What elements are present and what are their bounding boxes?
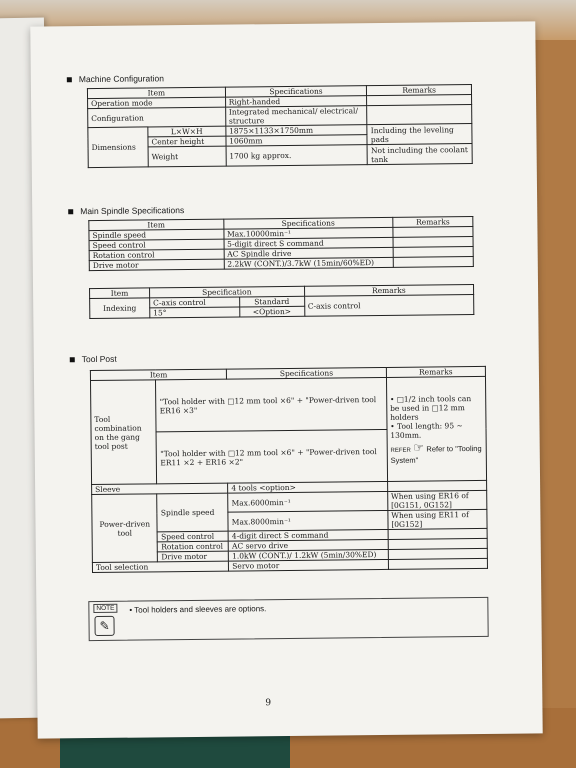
tool-combination-remarks: [386, 376, 486, 481]
header-specs: Specifications: [225, 86, 367, 97]
operation-mode-value: Right-handed: [225, 96, 367, 107]
header-remarks: Remarks: [304, 285, 474, 297]
indexing-degree: 15°: [150, 307, 240, 318]
pencil-note-icon: ✎: [94, 616, 114, 636]
pd-drive-motor-label: Drive motor: [158, 551, 229, 562]
refer-text: Refer to "Tooling System": [390, 443, 482, 465]
pd-spindle-speed-remark-1: When using ER16 of [0G151, 0G152]: [387, 490, 486, 510]
tool-post-table: [90, 366, 488, 573]
speed-control-label: Speed control: [89, 239, 224, 250]
lwh-label: L×W×H: [148, 126, 226, 137]
header-item: Item: [90, 288, 150, 299]
lwh-remark: Including the leveling pads: [367, 124, 472, 145]
weight-remark: Not including the coolant tank: [367, 144, 472, 165]
note-label: NOTE: [93, 604, 117, 613]
section-bullet-icon: [70, 357, 75, 362]
section-bullet-icon: [67, 77, 72, 82]
configuration-label: Configuration: [88, 107, 226, 127]
pd-speed-control-label: Speed control: [158, 531, 229, 542]
page-number: 9: [265, 698, 272, 709]
pd-drive-motor-value: 1.0kW (CONT.)/ 1.2kW (5min/30%ED): [229, 549, 389, 561]
header-item: Item: [89, 219, 224, 230]
speed-control-value: 5-digit direct S command: [224, 237, 394, 249]
center-height-label: Center height: [148, 136, 226, 147]
tool-selection-label: Tool selection: [92, 561, 228, 572]
section-bullet-icon: [68, 209, 73, 214]
header-specs: Specification: [149, 286, 304, 298]
tool-combination-spec-2: "Tool holder with □12 mm tool ×6" + "Power-driven tool ER11 ×2 + ER16 ×2": [157, 429, 388, 483]
header-item: Item: [90, 369, 226, 380]
header-item: Item: [87, 87, 225, 98]
refer-label: REFER: [390, 447, 411, 454]
weight-label: Weight: [148, 146, 226, 167]
rotation-control-label: Rotation control: [89, 249, 224, 260]
pd-speed-control-value: 4-digit direct S command: [228, 529, 388, 541]
header-remarks: Remarks: [386, 366, 485, 377]
c-axis-control: C-axis control: [150, 297, 240, 308]
remark-tool-length: • Tool length: 95 ~ 130mm.: [390, 420, 463, 440]
pd-spindle-speed-value-2: Max.8000min⁻¹: [228, 510, 388, 531]
spindle-speed-value: Max.10000min⁻¹: [223, 227, 393, 239]
machine-config-title: Machine Configuration: [67, 73, 164, 84]
refer-block: [390, 442, 482, 464]
drive-motor-label: Drive motor: [89, 259, 224, 270]
sleeve-label: Sleeve: [92, 483, 228, 494]
main-spindle-table: [88, 216, 474, 271]
drive-motor-value: 2.2kW (CONT.)/3.7kW (15min/60%ED): [224, 257, 394, 269]
pd-spindle-speed-value-1: Max.6000min⁻¹: [228, 491, 388, 512]
machine-config-table: [87, 84, 473, 168]
power-driven-label: Power-driven tool: [92, 494, 158, 563]
pd-spindle-speed-remark-2: When using ER11 of [0G152]: [388, 509, 487, 529]
operation-mode-label: Operation mode: [88, 97, 226, 108]
tool-post-title: Tool Post: [70, 354, 117, 364]
tool-combination-spec-1: "Tool holder with □12 mm tool ×6" + "Power-driven tool ER16 ×3": [156, 377, 387, 431]
header-remarks: Remarks: [393, 217, 473, 228]
sleeve-value: 4 tools <option>: [228, 481, 388, 493]
pointing-hand-icon: ☞: [413, 440, 425, 455]
pd-rotation-control-label: Rotation control: [158, 541, 229, 552]
remark-tool-size: • □1/2 inch tools can be used in □12 mm holders: [389, 393, 472, 422]
indexing-label: Indexing: [90, 298, 150, 319]
lwh-value: 1875×1133×1750mm: [226, 125, 368, 136]
tool-combination-label: Tool combination on the gang tool post: [90, 380, 157, 485]
pd-spindle-speed-label: Spindle speed: [157, 493, 228, 532]
tool-selection-value: Servo motor: [229, 559, 389, 571]
header-specs: Specifications: [227, 367, 387, 379]
header-remarks: Remarks: [367, 85, 472, 96]
center-height-value: 1060mm: [226, 135, 368, 146]
indexing-remark: C-axis control: [304, 295, 474, 317]
weight-value: 1700 kg approx.: [226, 145, 368, 166]
header-specs: Specifications: [223, 217, 393, 229]
table-row: [90, 376, 486, 432]
dimensions-label: Dimensions: [88, 127, 148, 168]
manual-page: [30, 21, 542, 738]
note-text: • Tool holders and sleeves are options.: [129, 604, 267, 615]
option-label: <Option>: [239, 306, 304, 317]
spindle-speed-label: Spindle speed: [89, 229, 224, 240]
note-box: [88, 597, 488, 641]
indexing-table: [89, 284, 474, 319]
configuration-value: Integrated mechanical/ electrical/ structure: [225, 106, 367, 126]
standard-label: Standard: [239, 296, 304, 307]
pd-rotation-control-value: AC servo drive: [228, 539, 388, 551]
main-spindle-title: Main Spindle Specifications: [68, 205, 184, 216]
rotation-control-value: AC Spindle drive: [224, 247, 394, 259]
